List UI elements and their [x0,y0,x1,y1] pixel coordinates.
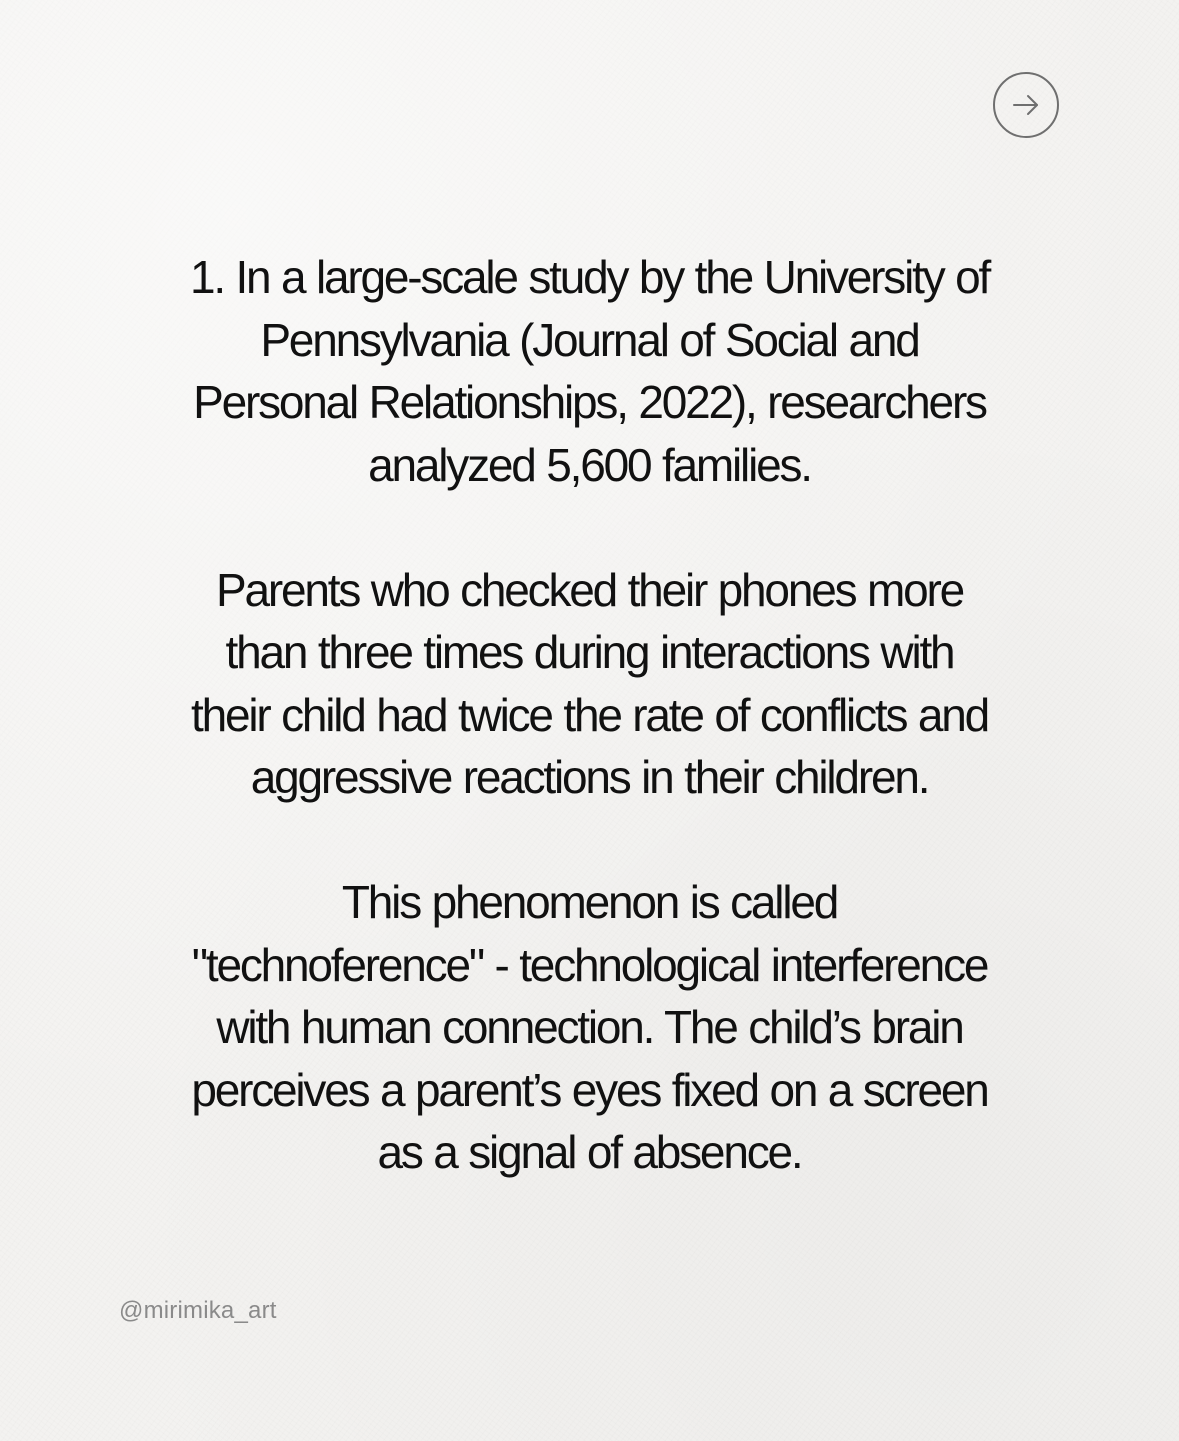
author-handle: @mirimika_art [119,1297,277,1324]
text-line: perceives a parent’s eyes fixed on a screen [191,1063,988,1116]
paragraph-findings [100,559,1079,809]
text-line: their child had twice the rate of conflicts and [191,688,988,741]
paragraph-study [100,246,1079,496]
text-line: "technoference" - technological interference [191,938,988,991]
arrow-right-icon [1009,88,1043,122]
text-line: than three times during interactions with [225,626,954,678]
text-line: This phenomenon is called [341,876,838,928]
text-line: as a signal of absence. [377,1126,802,1178]
text-line: Personal Relationships, 2022), researchers [193,376,986,428]
article-text [100,246,1079,1184]
text-line: aggressive reactions in their children. [250,751,929,803]
text-line: Pennsylvania (Journal of Social and [260,313,919,366]
text-line: analyzed 5,600 families. [368,438,811,491]
text-line: 1. In a large-scale study by the University of [189,251,990,303]
paragraph-technoference [100,871,1079,1184]
text-line: Parents who checked their phones more [216,563,963,616]
text-line: with human connection. The child’s brain [216,1001,963,1053]
next-slide-button[interactable] [993,72,1059,138]
